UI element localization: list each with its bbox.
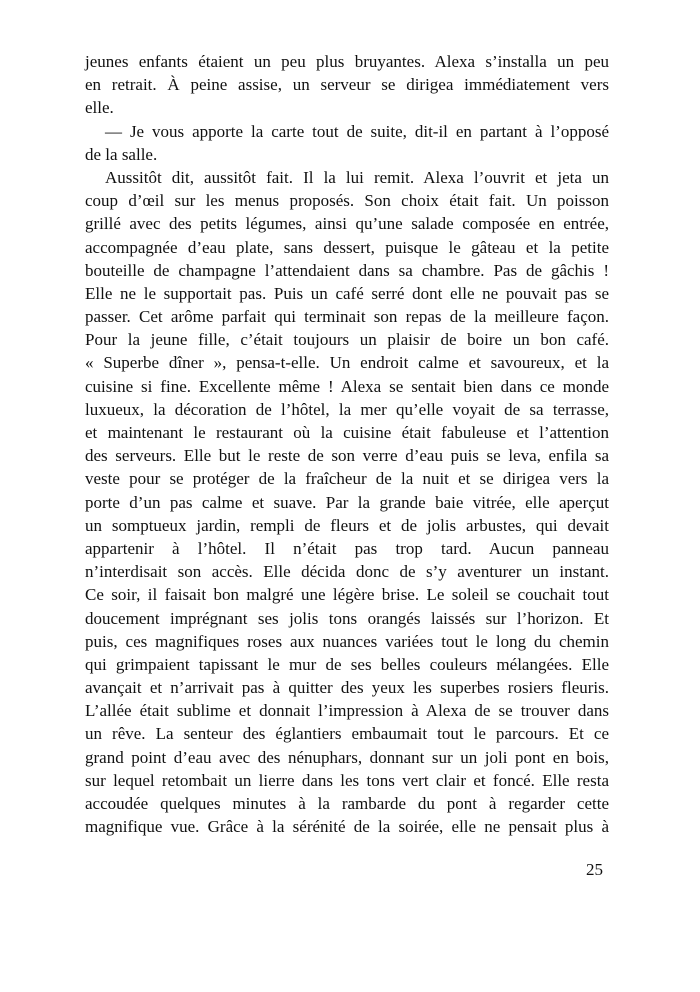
- text-line: un somptueux jardin, rempli de fleurs et de jolis arbustes, qui devait: [85, 515, 609, 535]
- text-line: accoudée quelques minutes à la rambarde du pont à regarder cette: [85, 794, 609, 813]
- body-text: [85, 50, 609, 838]
- text-line: Aussitôt dit, aussitôt fait. Il la lui remit. Alexa l’ouvrit et jeta un: [105, 167, 609, 187]
- text-line: en retrait. À peine assise, un serveur se dirigea immédiatement vers: [85, 75, 609, 95]
- page-number: 25: [586, 860, 603, 879]
- text-line: elle.: [85, 98, 114, 118]
- text-line: luxueux, la décoration de l’hôtel, la mer qu’elle voyait de sa terrasse,: [85, 399, 609, 419]
- text-line: cuisine si fine. Excellente même ! Alexa se sentait bien dans ce monde: [85, 376, 609, 396]
- text-line: un rêve. La senteur des églantiers embaumait tout le parcours. Et ce: [85, 724, 609, 744]
- text-line: accompagnée d’eau plate, sans dessert, puisque le gâteau et la petite: [85, 237, 609, 257]
- text-line: sur lequel retombait un lierre dans les tons vert clair et foncé. Elle resta: [85, 770, 609, 790]
- text-line: L’allée était sublime et donnait l’impression à Alexa de se trouver dans: [85, 701, 609, 721]
- text-line: puis, ces magnifiques roses aux nuances variées tout le long du chemin: [85, 631, 609, 651]
- text-line: bouteille de champagne l’attendaient dans sa chambre. Pas de gâchis !: [85, 260, 609, 280]
- text-line: porte d’un pas calme et suave. Par la grande baie vitrée, elle aperçut: [85, 492, 609, 512]
- text-line: n’interdisait son accès. Elle décida donc de s’y aventurer un instant.: [85, 562, 609, 582]
- text-line: grand point d’eau avec des nénuphars, donnant sur un joli pont en bois,: [85, 747, 609, 767]
- text-line: doucement imprégnant ses jolis tons orangés laissés sur l’horizon. Et: [85, 608, 609, 628]
- text-line: qui grimpaient tapissant le mur de ses belles couleurs mélangées. Elle: [85, 654, 609, 674]
- text-line: magnifique vue. Grâce à la sérénité de la soirée, elle ne pensait plus à: [85, 817, 609, 837]
- text-line: « Superbe dîner », pensa-t-elle. Un endroit calme et savoureux, et la: [85, 353, 609, 373]
- text-line: veste pour se protéger de la fraîcheur de la nuit et se dirigea vers la: [85, 469, 609, 489]
- text-line: de la salle.: [85, 144, 158, 164]
- text-line: passer. Cet arôme parfait qui terminait son repas de la meilleure façon.: [85, 307, 609, 327]
- text-line: et maintenant le restaurant où la cuisine était fabuleuse et l’attention: [85, 423, 609, 442]
- text-line: Ce soir, il faisait bon malgré une légère brise. Le soleil se couchait tout: [85, 585, 609, 605]
- text-line: appartenir à l’hôtel. Il n’était pas trop tard. Aucun panneau: [85, 538, 609, 558]
- text-line: coup d’œil sur les menus proposés. Son choix était fait. Un poisson: [85, 191, 609, 211]
- text-line: grillé avec des petits légumes, ainsi qu’une salade composée en entrée,: [85, 214, 609, 234]
- text-line: des serveurs. Elle but le reste de son verre d’eau puis se leva, enfila sa: [85, 446, 609, 466]
- text-line: jeunes enfants étaient un peu plus bruyantes. Alexa s’installa un peu: [85, 52, 609, 71]
- text-line: — Je vous apporte la carte tout de suite, dit-il en partant à l’opposé: [105, 121, 609, 141]
- text-line: Elle ne le supportait pas. Puis un café serré dont elle ne pouvait pas se: [85, 283, 609, 303]
- text-line: Pour la jeune fille, c’était toujours un plaisir de boire un bon café.: [85, 330, 609, 350]
- text-line: avançait et n’arrivait pas à quitter des yeux les superbes rosiers fleuris.: [85, 678, 609, 698]
